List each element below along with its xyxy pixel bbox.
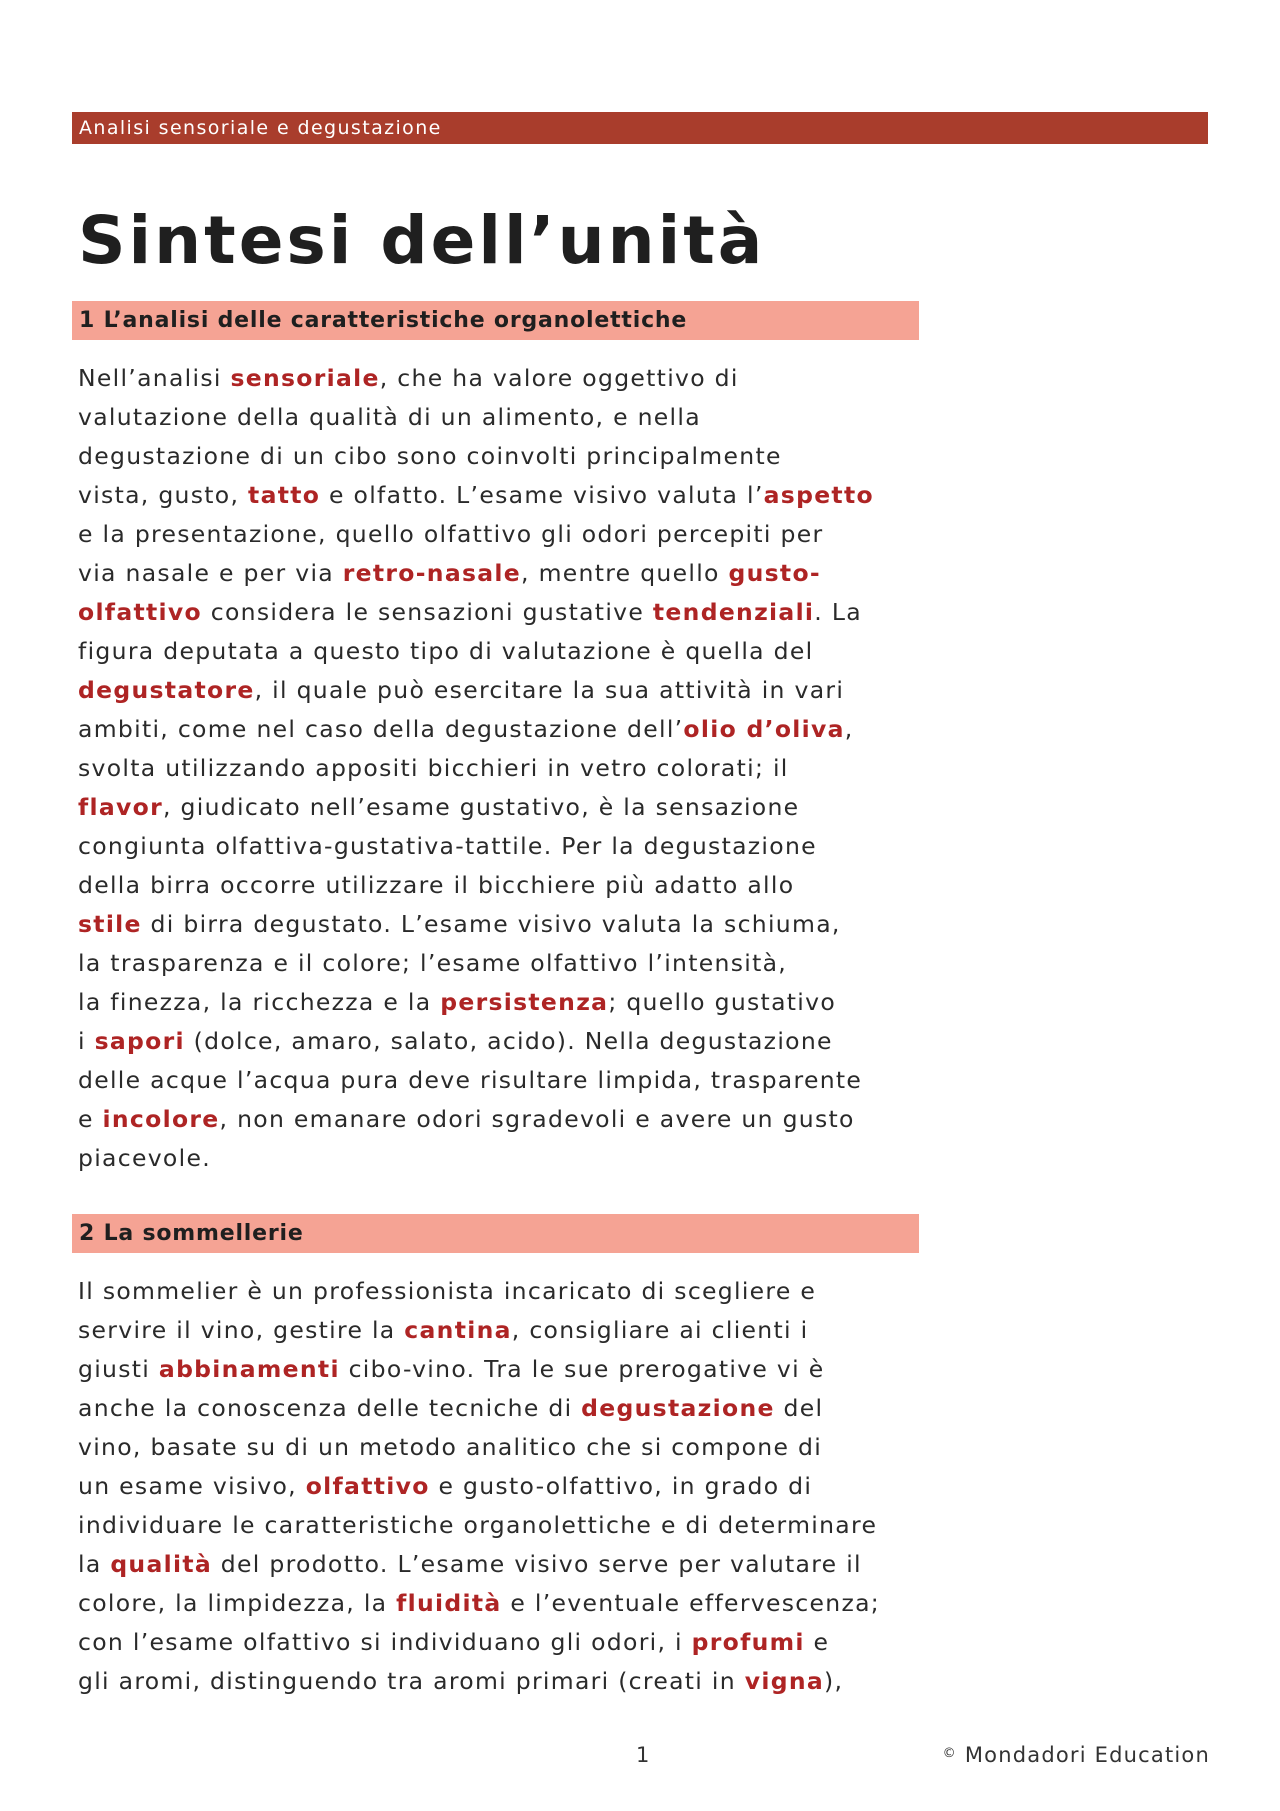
keyword-highlight: olfattivo [78,598,202,626]
section-2-heading: 2 La sommellerie [72,1214,919,1253]
text-run: delle acque l’acqua pura deve risultare limpida, trasparente [78,1066,863,1094]
unit-topbar-label: Analisi sensoriale e degustazione [79,117,442,139]
keyword-highlight: tatto [248,481,321,509]
text-run: (dolce, amaro, salato, acido). Nella degustazione [184,1027,833,1055]
text-line [78,866,978,905]
text-line [78,944,978,983]
keyword-highlight: qualità [110,1550,213,1578]
keyword-highlight: olio d’oliva [683,715,845,743]
keyword-highlight: sapori [94,1027,185,1055]
text-run: un esame visivo, [78,1472,306,1500]
keyword-highlight: fluidità [396,1589,502,1617]
text-run: figura deputata a questo tipo di valutazione è quella del [78,637,814,665]
text-run: , [844,715,854,743]
text-run: la finezza, la ricchezza e la [78,988,441,1016]
text-run: e la presentazione, quello olfattivo gli odori percepiti per [78,520,824,548]
text-line [78,515,978,554]
text-run: valutazione della qualità di un alimento, e nella [78,403,701,431]
text-run: , che ha valore oggettivo di [379,364,739,392]
publisher-name: Mondadori Education [964,1743,1210,1767]
text-run: degustazione di un cibo sono coinvolti principalmente [78,442,782,470]
keyword-highlight: stile [78,910,142,938]
text-run: , il quale può esercitare la sua attività in vari [254,676,845,704]
text-run: e [804,1628,830,1656]
text-line [78,983,978,1022]
text-run: i [78,1027,95,1055]
text-run: anche la conoscenza delle tecniche di [78,1394,582,1422]
text-run: . La [814,598,862,626]
text-run: individuare le caratteristiche organolettiche e di determinare [78,1511,878,1539]
text-line [78,1506,978,1545]
text-run: considera le sensazioni gustative [201,598,653,626]
text-line [78,1428,978,1467]
keyword-highlight: degustazione [581,1394,775,1422]
page-title: Sintesi dell’unità [78,202,766,279]
text-run: congiunta olfattiva-gustativa-tattile. Per la degustazione [78,832,817,860]
text-line [78,827,978,866]
text-run: e gusto-olfattivo, in grado di [429,1472,813,1500]
text-run: e olfatto. L’esame visivo valuta l’ [320,481,764,509]
keyword-highlight: cantina [404,1316,512,1344]
text-line [78,1623,978,1662]
text-line [78,437,978,476]
text-run: piacevole. [78,1144,211,1172]
text-run: del prodotto. L’esame visivo serve per valutare il [212,1550,862,1578]
text-line [78,749,978,788]
keyword-highlight: degustatore [78,676,255,704]
text-line [78,905,978,944]
text-run: , mentre quello [521,559,729,587]
keyword-highlight: profumi [691,1628,805,1656]
copyright-notice [943,1743,1210,1767]
text-line [78,1584,978,1623]
text-line [78,710,978,749]
keyword-highlight: incolore [102,1105,220,1133]
text-run: , giudicato nell’esame gustativo, è la sensazione [163,793,800,821]
text-line [78,1100,978,1139]
unit-topbar [72,112,1208,144]
text-run: vista, gusto, [78,481,249,509]
text-line [78,476,978,515]
text-line [78,1022,978,1061]
keyword-highlight: vigna [744,1667,825,1695]
text-run: svolta utilizzando appositi bicchieri in vetro colorati; il [78,754,789,782]
text-line [78,1311,978,1350]
text-line [78,1467,978,1506]
section-1-heading: 1 L’analisi delle caratteristiche organolettiche [72,301,919,340]
text-run: e [78,1105,103,1133]
text-line [78,1272,978,1311]
text-run: di birra degustato. L’esame visivo valuta la schiuma, [141,910,841,938]
text-run: del [774,1394,824,1422]
text-run: servire il vino, gestire la [78,1316,405,1344]
text-run: via nasale e per via [78,559,343,587]
text-run: Il sommelier è un professionista incaricato di scegliere e [78,1277,817,1305]
text-line [78,554,978,593]
text-run: colore, la limpidezza, la [78,1589,397,1617]
text-run: ambiti, come nel caso della degustazione dell’ [78,715,684,743]
text-line [78,1350,978,1389]
text-run: cibo-vino. Tra le sue prerogative vi è [339,1355,825,1383]
text-run: la trasparenza e il colore; l’esame olfattivo l’intensità, [78,949,788,977]
keyword-highlight: gusto- [728,559,821,587]
section-1-paragraph [78,359,978,1178]
text-run: e l’eventuale effervescenza; [501,1589,881,1617]
text-run: la [78,1550,111,1578]
text-line [78,1139,978,1178]
text-run: , consigliare ai clienti i [511,1316,809,1344]
keyword-highlight: flavor [78,793,163,821]
keyword-highlight: aspetto [763,481,874,509]
text-line [78,1389,978,1428]
text-line [78,1662,978,1701]
text-run: con l’esame olfattivo si individuano gli odori, i [78,1628,692,1656]
text-line [78,632,978,671]
keyword-highlight: persistenza [440,988,609,1016]
keyword-highlight: olfattivo [305,1472,430,1500]
text-run: gli aromi, distinguendo tra aromi primari (creati in [78,1667,745,1695]
text-run: ), [824,1667,844,1695]
section-2-paragraph [78,1272,978,1701]
text-run: della birra occorre utilizzare il bicchiere più adatto allo [78,871,795,899]
text-line [78,671,978,710]
copyright-icon: © [942,1746,957,1761]
keyword-highlight: retro-nasale [342,559,522,587]
text-line [78,593,978,632]
text-line [78,1545,978,1584]
text-line [78,398,978,437]
keyword-highlight: sensoriale [230,364,380,392]
keyword-highlight: abbinamenti [158,1355,340,1383]
text-run: vino, basate su di un metodo analitico che si compone di [78,1433,823,1461]
text-run: , non emanare odori sgradevoli e avere un gusto [219,1105,855,1133]
keyword-highlight: tendenziali [652,598,815,626]
text-line [78,788,978,827]
text-run: giusti [78,1355,159,1383]
page-number: 1 [636,1743,650,1767]
text-run: Nell’analisi [78,364,231,392]
text-line [78,1061,978,1100]
text-run: ; quello gustativo [608,988,837,1016]
text-line [78,359,978,398]
